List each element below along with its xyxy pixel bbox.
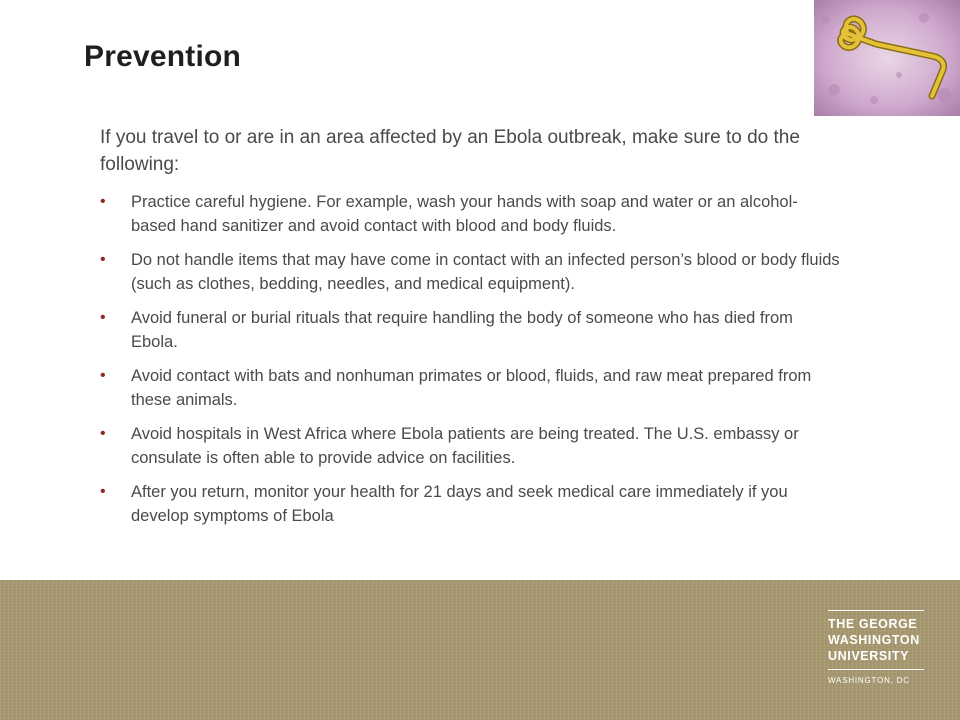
list-item: [100, 364, 840, 412]
list-item: [100, 422, 840, 470]
list-item-text: Avoid contact with bats and nonhuman primates or blood, fluids, and raw meat prepared from these animals.: [131, 367, 812, 409]
gwu-logo: [828, 610, 924, 685]
list-item-text: Practice careful hygiene. For example, wash your hands with soap and water or an alcohol-based hand sanitizer and avoid contact with blood and body fluids.: [131, 193, 798, 235]
logo-line-1: THE GEORGE: [828, 617, 918, 631]
list-item: [100, 190, 840, 238]
list-item: [100, 248, 840, 296]
bullet-icon: •: [100, 425, 106, 442]
footer-band: [0, 580, 960, 720]
list-item: [100, 480, 840, 528]
list-item-text: Avoid hospitals in West Africa where Ebola patients are being treated. The U.S. embassy or consulate is often able to provide advice on facilities.: [131, 425, 799, 467]
logo-line-3: UNIVERSITY: [828, 649, 910, 663]
logo-subtitle: WASHINGTON, DC: [828, 676, 910, 685]
list-item-text: After you return, monitor your health for 21 days and seek medical care immediately if you develop symptoms of Ebola: [131, 483, 788, 525]
prevention-list: [100, 190, 840, 538]
bullet-icon: •: [100, 309, 106, 326]
bullet-icon: •: [100, 193, 106, 210]
intro-text: If you travel to or are in an area affected by an Ebola outbreak, make sure to do the following:: [100, 127, 800, 175]
bullet-icon: •: [100, 251, 106, 268]
bullet-icon: •: [100, 483, 106, 500]
logo-rule-top: [828, 610, 924, 611]
ebola-virus-icon: [814, 0, 960, 116]
list-item-text: Avoid funeral or burial rituals that require handling the body of someone who has died from Ebola.: [131, 309, 793, 351]
logo-rule-bottom: [828, 669, 924, 670]
list-item: [100, 306, 840, 354]
logo-line-2: WASHINGTON: [828, 633, 920, 647]
list-item-text: Do not handle items that may have come in contact with an infected person’s blood or body fluids (such as clothes, bedding, needles, and medical equipment).: [131, 251, 840, 293]
ebola-virus-image: [814, 0, 960, 116]
bullet-icon: •: [100, 367, 106, 384]
slide-title: Prevention: [84, 40, 242, 73]
